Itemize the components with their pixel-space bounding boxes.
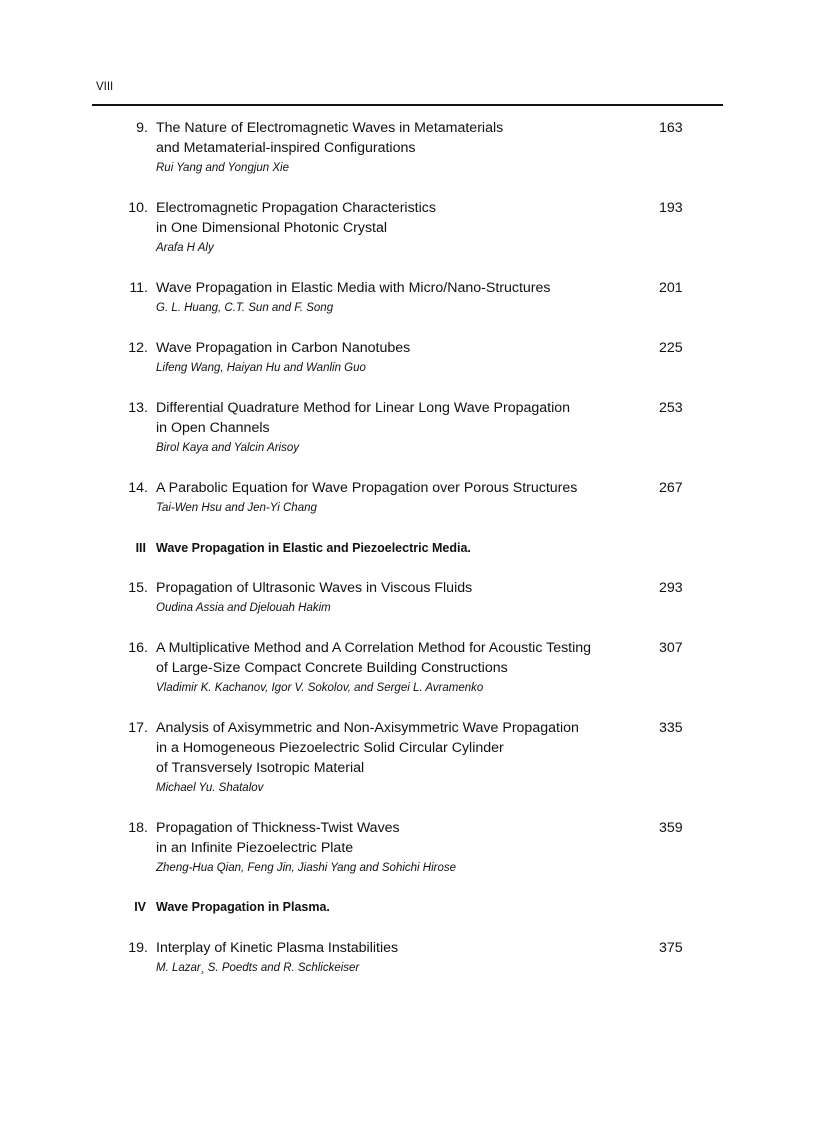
- chapter-authors: Birol Kaya and Yalcin Arisoy: [156, 442, 299, 454]
- chapter-title-line: Wave Propagation in Elastic Media with Micro/Nano-Structures: [156, 280, 551, 296]
- chapter-authors: Zheng-Hua Qian, Feng Jin, Jiashi Yang and Sohichi Hirose: [156, 862, 457, 874]
- chapter-authors: G. L. Huang, C.T. Sun and F. Song: [156, 302, 334, 314]
- chapter-title-line: Propagation of Ultrasonic Waves in Viscous Fluids: [156, 580, 473, 596]
- chapter-page-number: 293: [659, 580, 683, 596]
- chapter-title-line: in an Infinite Piezoelectric Plate: [156, 840, 354, 856]
- chapter-authors: Arafa H Aly: [156, 242, 214, 254]
- chapter-page-number: 201: [659, 280, 683, 296]
- chapter-title-line: A Multiplicative Method and A Correlation Method for Acoustic Testing: [156, 640, 592, 656]
- chapter-title-line: of Transversely Isotropic Material: [156, 760, 365, 776]
- chapter-title-line: Analysis of Axisymmetric and Non-Axisymmetric Wave Propagation: [156, 720, 579, 736]
- chapter-page-number: 359: [659, 820, 683, 836]
- chapter-authors: Rui Yang and Yongjun Xie: [156, 162, 290, 174]
- chapter-title-line: Propagation of Thickness-Twist Waves: [156, 820, 400, 836]
- chapter-number: 14.: [128, 480, 148, 496]
- chapter-title-line: The Nature of Electromagnetic Waves in Metamaterials: [156, 120, 504, 136]
- section-number: III: [135, 541, 146, 555]
- chapter-authors: M. Lazar¸ S. Poedts and R. Schlickeiser: [156, 962, 360, 974]
- chapter-number: 13.: [128, 400, 148, 416]
- chapter-authors: Oudina Assia and Djelouah Hakim: [156, 602, 331, 614]
- chapter-number: 19.: [128, 940, 148, 956]
- chapter-authors: Michael Yu. Shatalov: [156, 782, 264, 794]
- chapter-page-number: 375: [659, 940, 683, 956]
- chapter-page-number: 193: [659, 200, 683, 216]
- chapter-number: 10.: [128, 200, 148, 216]
- chapter-title-line: and Metamaterial-inspired Configurations: [156, 140, 416, 156]
- chapter-number: 15.: [128, 580, 148, 596]
- chapter-title-line: in One Dimensional Photonic Crystal: [156, 220, 388, 236]
- header-rule: [92, 104, 723, 106]
- chapter-title-line: Interplay of Kinetic Plasma Instabilities: [156, 940, 399, 956]
- chapter-page-number: 253: [659, 400, 683, 416]
- chapter-number: 17.: [128, 720, 148, 736]
- chapter-title-line: in Open Channels: [156, 420, 270, 436]
- chapter-number: 12.: [128, 340, 148, 356]
- chapter-authors: Tai-Wen Hsu and Jen-Yi Chang: [156, 502, 317, 514]
- chapter-title-line: Electromagnetic Propagation Characteristics: [156, 200, 436, 216]
- chapter-page-number: 267: [659, 480, 683, 496]
- chapter-page-number: 163: [659, 120, 683, 136]
- chapter-number: 9.: [136, 120, 148, 136]
- section-title: Wave Propagation in Elastic and Piezoelectric Media.: [156, 541, 471, 555]
- chapter-page-number: 335: [659, 720, 683, 736]
- chapter-page-number: 225: [659, 340, 683, 356]
- section-title: Wave Propagation in Plasma.: [156, 900, 330, 914]
- chapter-number: 16.: [128, 640, 148, 656]
- page-number: VIII: [96, 81, 114, 93]
- chapter-authors: Vladimir K. Kachanov, Igor V. Sokolov, and Sergei L. Avramenko: [156, 682, 484, 694]
- chapter-page-number: 307: [659, 640, 683, 656]
- chapter-authors: Lifeng Wang, Haiyan Hu and Wanlin Guo: [156, 362, 366, 374]
- chapter-title-line: Differential Quadrature Method for Linear Long Wave Propagation: [156, 400, 571, 416]
- chapter-title-line: A Parabolic Equation for Wave Propagation over Porous Structures: [156, 480, 578, 496]
- chapter-title-line: Wave Propagation in Carbon Nanotubes: [156, 340, 411, 356]
- chapter-number: 18.: [128, 820, 148, 836]
- chapter-number: 11.: [129, 280, 148, 296]
- chapter-title-line: in a Homogeneous Piezoelectric Solid Circular Cylinder: [156, 740, 504, 756]
- chapter-title-line: of Large-Size Compact Concrete Building Constructions: [156, 660, 508, 676]
- section-number: IV: [134, 900, 146, 914]
